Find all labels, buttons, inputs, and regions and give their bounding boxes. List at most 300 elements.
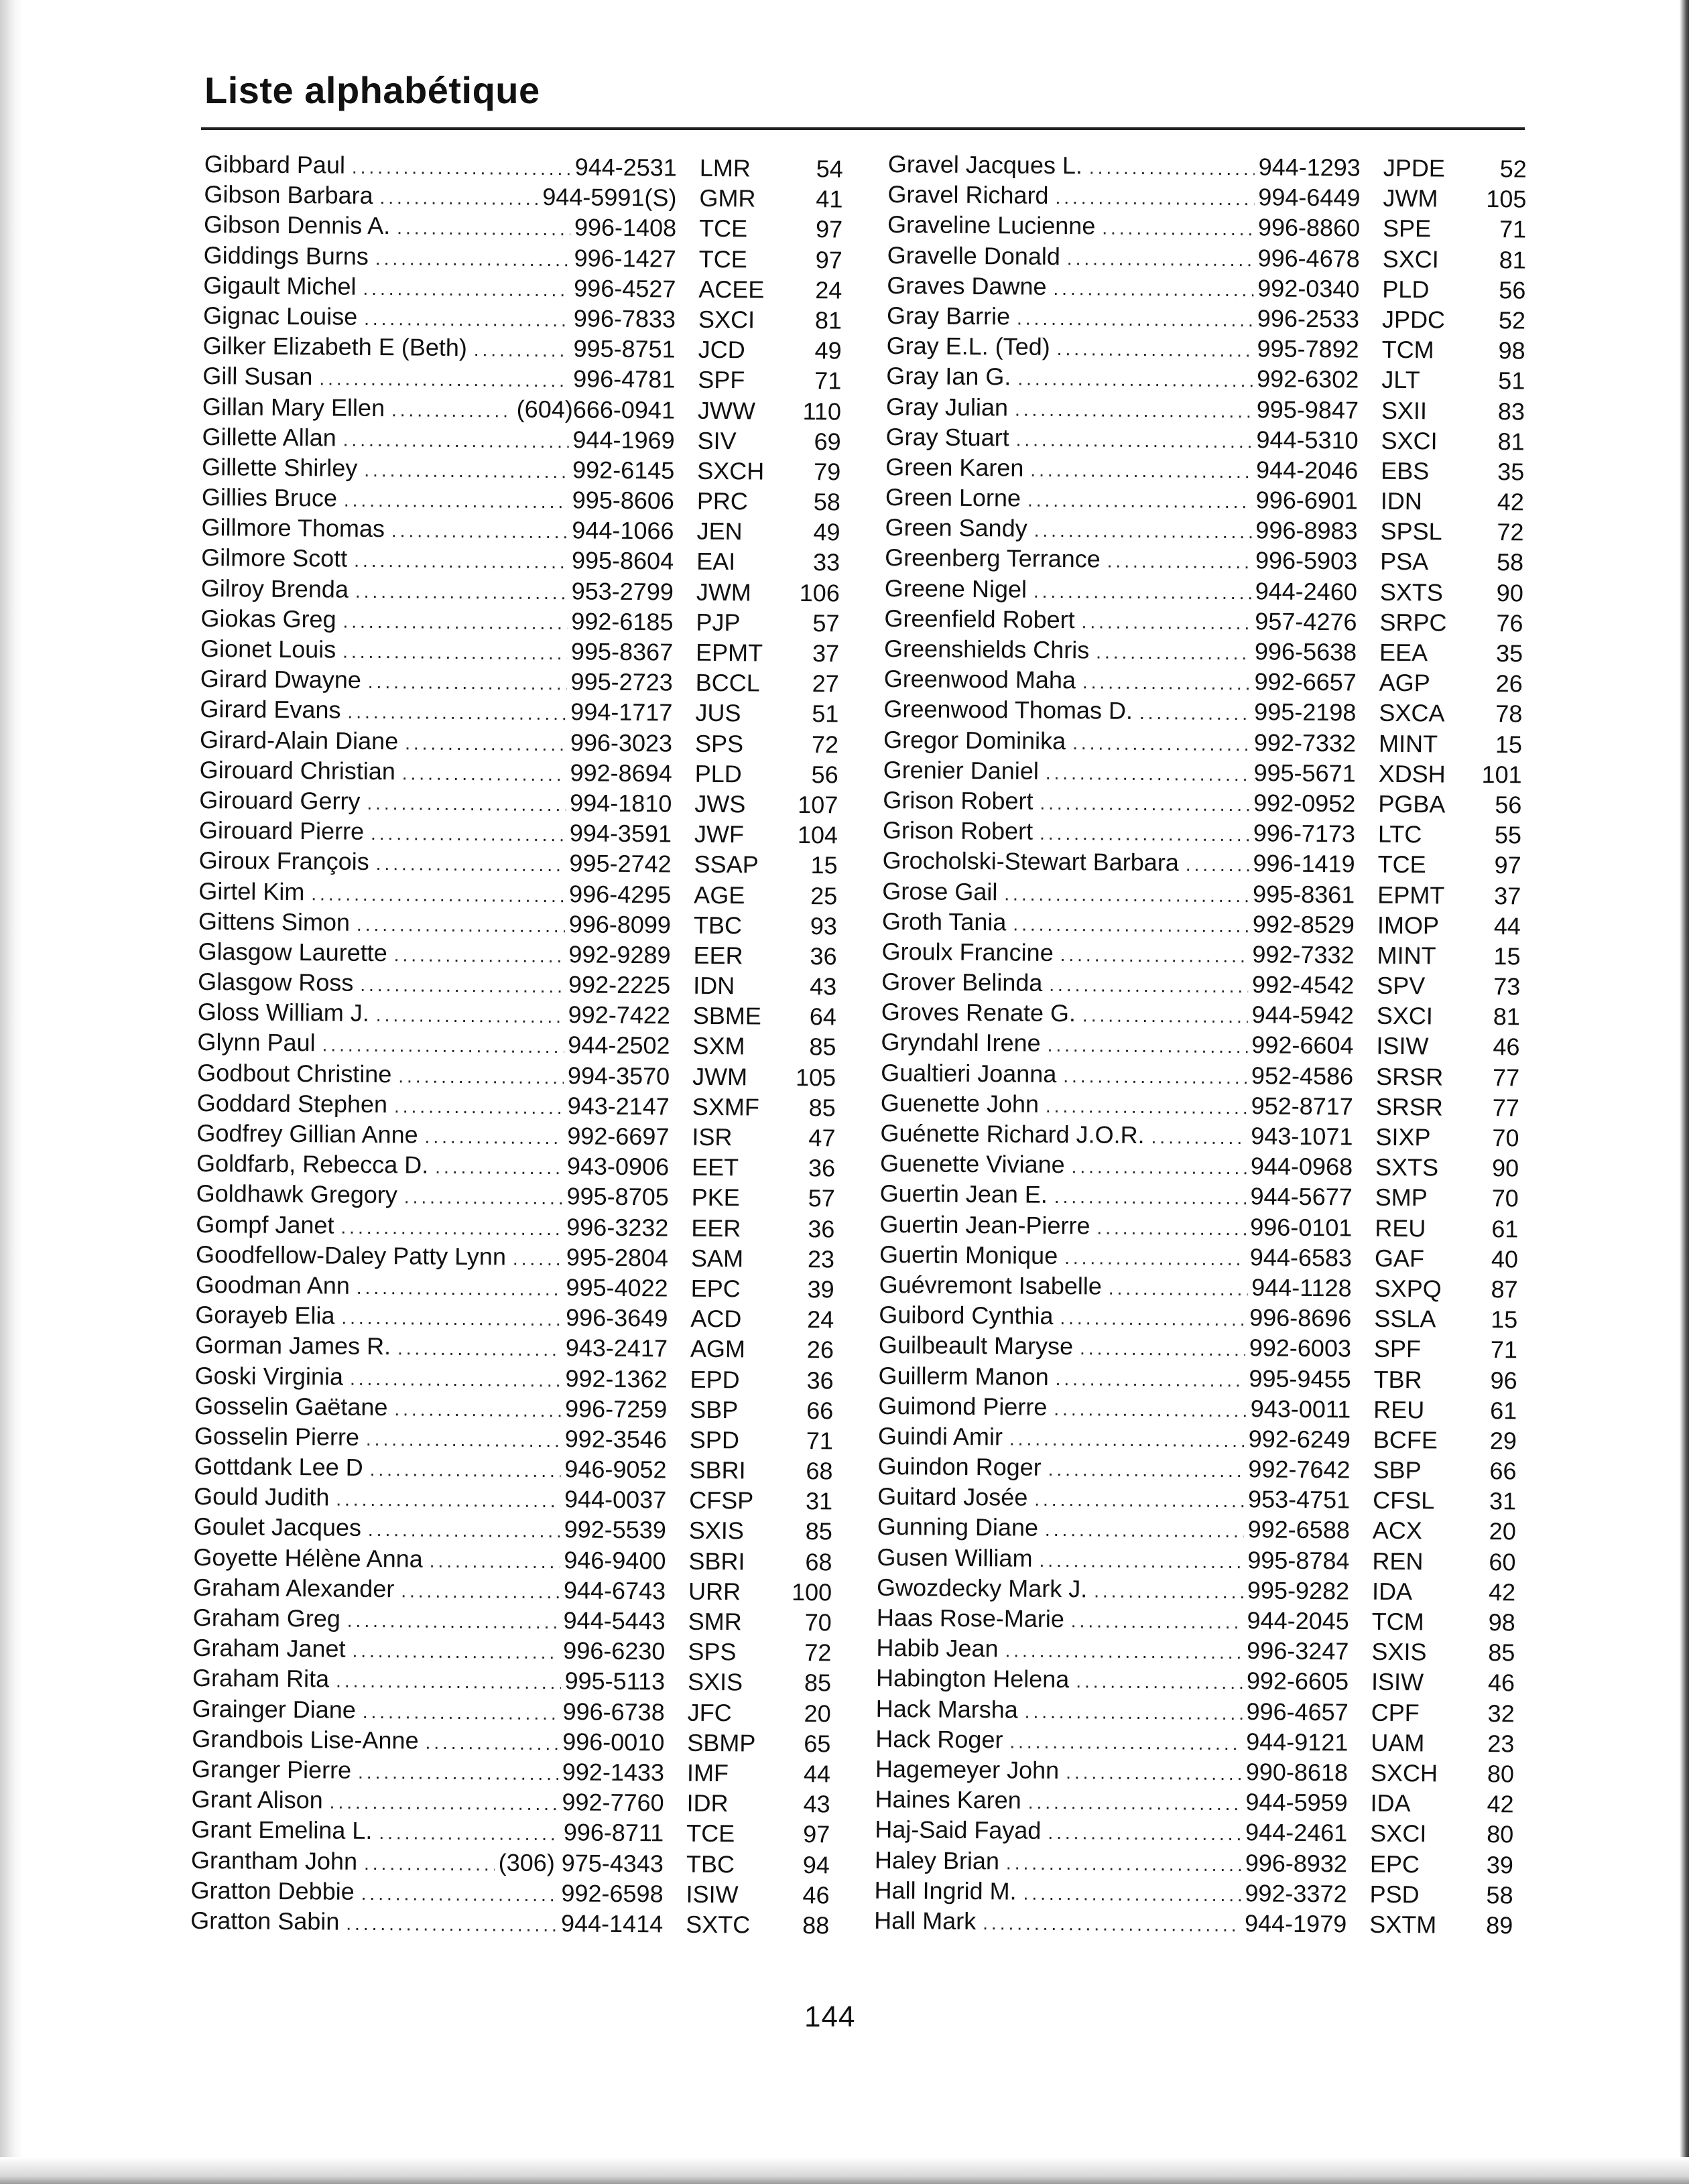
directory-entry [879, 1299, 1549, 1335]
directory-entry [881, 1088, 1551, 1123]
dot-leader [347, 697, 566, 729]
entry-code: TBC [686, 1850, 735, 1878]
directory-entry [204, 179, 874, 214]
dot-leader [1054, 1181, 1247, 1213]
directory-entry [884, 633, 1554, 669]
entry-phone: 995-8361 [1252, 879, 1355, 909]
entry-page-ref: 54 [816, 155, 843, 183]
entry-phone: (306) 975-4343 [498, 1848, 664, 1877]
entry-name: Gravel Richard [887, 180, 1049, 210]
entry-code: SSLA [1374, 1304, 1436, 1333]
entry-code: TCM [1381, 335, 1434, 364]
entry-phone: 994-3591 [569, 819, 672, 848]
entry-name: Gravel Jacques L. [887, 149, 1083, 180]
entry-code: JWF [694, 820, 745, 848]
entry-phone: 944-5991(S) [542, 183, 677, 212]
entry-phone: 992-0952 [1253, 789, 1356, 818]
dot-leader [1034, 1484, 1244, 1516]
entry-page-ref: 39 [807, 1275, 834, 1303]
entry-name: Grover Belinda [881, 968, 1043, 997]
directory-entry [879, 1209, 1550, 1244]
dot-leader [340, 1212, 562, 1244]
entry-name: Guenette John [880, 1088, 1040, 1118]
directory-entry [887, 179, 1558, 214]
entry-phone: 944-1293 [1258, 153, 1361, 182]
directory-entry [193, 1602, 863, 1638]
entry-code: SXCH [697, 456, 765, 485]
entry-name: Habib Jean [876, 1634, 999, 1663]
entry-page-ref: 71 [1490, 1336, 1518, 1364]
entry-phone: 995-8606 [572, 486, 675, 515]
dot-leader [1004, 879, 1249, 911]
entry-name: Guindi Amir [877, 1421, 1003, 1451]
page-heading: Liste alphabétique [204, 69, 540, 111]
entry-name: Gompf Janet [196, 1210, 334, 1239]
dot-leader [394, 1394, 561, 1425]
entry-page-ref: 77 [1492, 1063, 1520, 1092]
dot-leader [343, 424, 569, 456]
entry-phone: 996-1427 [574, 243, 676, 273]
entry-name: Gillette Allan [202, 422, 336, 452]
entry-page-ref: 88 [802, 1911, 830, 1939]
dot-leader [364, 455, 568, 487]
entry-code: EAI [696, 548, 736, 576]
entry-phone: 996-3247 [1247, 1636, 1349, 1665]
entry-page-ref: 90 [1491, 1154, 1519, 1182]
dot-leader [355, 576, 568, 607]
entry-phone: 995-9847 [1256, 395, 1359, 424]
entry-phone: 953-2799 [571, 576, 674, 606]
entry-phone: 944-0037 [564, 1485, 667, 1514]
dot-leader [401, 1576, 560, 1607]
entry-name: Haj-Said Fayad [875, 1815, 1042, 1845]
entry-phone: 996-3232 [566, 1212, 669, 1242]
entry-phone: 996-8860 [1257, 213, 1361, 242]
entry-code: EET [691, 1153, 739, 1181]
entry-phone: 992-6302 [1257, 365, 1359, 393]
directory-entry [197, 1088, 867, 1123]
entry-name: Gray Barrie [886, 301, 1011, 330]
entry-phone: 944-0968 [1250, 1152, 1353, 1181]
directory-entry [202, 452, 872, 487]
entry-name: Gottdank Lee D [194, 1452, 363, 1481]
entry-name: Haines Karen [875, 1785, 1021, 1814]
entry-name: Guilbeault Maryse [878, 1331, 1074, 1360]
entry-page-ref: 26 [1495, 669, 1523, 698]
directory-entry [879, 1239, 1550, 1275]
dot-leader [379, 1817, 560, 1849]
entry-page-ref: 105 [1486, 185, 1527, 213]
directory-entry [202, 482, 872, 517]
dot-leader [1049, 970, 1248, 1001]
entry-name: Glynn Paul [197, 1028, 316, 1057]
entry-name: Girouard Pierre [198, 816, 365, 846]
entry-page-ref: 56 [811, 760, 838, 789]
entry-phone: 944-6743 [563, 1576, 666, 1605]
dot-leader [1053, 273, 1253, 305]
directory-entry [195, 1330, 865, 1365]
directory-entry [885, 512, 1555, 548]
entry-phone: 992-6598 [561, 1878, 664, 1908]
entry-code: EPC [690, 1274, 741, 1303]
directory-entry [886, 361, 1556, 396]
entry-page-ref: 25 [810, 881, 838, 909]
entry-phone: 992-8694 [570, 759, 672, 787]
entry-page-ref: 66 [1489, 1457, 1517, 1485]
directory-entry [196, 1148, 867, 1183]
directory-entry [884, 603, 1554, 639]
entry-code: SXCI [1381, 426, 1438, 455]
entry-phone: 992-1433 [562, 1758, 665, 1787]
dot-leader [357, 1273, 562, 1304]
entry-name: Grantham John [190, 1846, 358, 1875]
entry-phone: 943-1071 [1251, 1122, 1353, 1151]
dot-leader [357, 909, 565, 941]
directory-entry [191, 1814, 861, 1850]
entry-phone: 944-6583 [1249, 1243, 1353, 1272]
entry-code: EPMT [1377, 881, 1445, 909]
entry-phone: 990-8618 [1245, 1758, 1349, 1787]
dot-leader [352, 1636, 559, 1667]
entry-code: JPDC [1381, 305, 1446, 334]
entry-page-ref: 78 [1495, 700, 1523, 728]
directory-entry [874, 1905, 1544, 1941]
entry-name: Gosselin Gaëtane [194, 1391, 388, 1421]
entry-code: IDN [1380, 487, 1423, 515]
entry-code: PLD [694, 759, 742, 788]
dot-leader [376, 1000, 564, 1031]
entry-page-ref: 47 [808, 1124, 836, 1152]
directory-entry [196, 1118, 867, 1153]
entry-name: Gillette Shirley [202, 452, 358, 482]
entry-phone: 992-6657 [1254, 667, 1357, 696]
directory-entry [196, 1209, 866, 1244]
dot-leader [1066, 1757, 1242, 1789]
entry-name: Gill Susan [202, 362, 313, 391]
entry-name: Girard Dwayne [200, 665, 362, 694]
dot-leader [1048, 1454, 1245, 1486]
directory-entry [874, 1875, 1544, 1911]
entry-phone: 992-8529 [1252, 909, 1355, 939]
entry-phone: 992-6249 [1248, 1425, 1351, 1454]
entry-name: Gray Stuart [885, 422, 1009, 452]
entry-name: Goski Virginia [194, 1361, 344, 1391]
directory-entry [193, 1542, 863, 1578]
dot-leader [1057, 334, 1253, 365]
entry-code: SXPQ [1374, 1274, 1442, 1303]
directory-entry [201, 542, 871, 578]
dot-leader [1045, 1515, 1244, 1546]
directory-entry [190, 1875, 861, 1911]
directory-entry [196, 1269, 866, 1305]
dot-leader [1054, 1394, 1247, 1425]
dot-leader [394, 940, 565, 971]
entry-code: ISR [692, 1122, 733, 1151]
entry-name: Hall Ingrid M. [874, 1876, 1017, 1905]
entry-page-ref: 66 [806, 1396, 834, 1425]
entry-page-ref: 52 [1499, 155, 1527, 183]
directory-entry [878, 1391, 1548, 1426]
entry-page-ref: 80 [1487, 1760, 1515, 1788]
entry-page-ref: 57 [808, 1184, 835, 1212]
entry-code: UAM [1371, 1728, 1425, 1757]
entry-page-ref: 76 [1496, 608, 1523, 637]
entry-phone: 992-7760 [562, 1788, 664, 1817]
dot-leader [1015, 424, 1252, 456]
entry-page-ref: 46 [802, 1880, 830, 1909]
entry-code: ACEE [698, 275, 765, 304]
dot-leader [319, 364, 569, 396]
entry-code: TBR [1373, 1365, 1422, 1393]
dot-leader [1089, 152, 1255, 184]
entry-page-ref: 101 [1481, 760, 1522, 789]
entry-page-ref: 36 [806, 1366, 834, 1394]
entry-code: SPE [1382, 214, 1432, 243]
entry-name: Grose Gail [882, 877, 998, 905]
entry-name: Graham Janet [192, 1634, 346, 1663]
directory-entry [192, 1663, 863, 1698]
entry-phone: 992-3546 [564, 1425, 668, 1454]
entry-code: PRC [696, 487, 749, 515]
entry-code: PKE [691, 1183, 740, 1212]
entry-name: Graveline Lucienne [887, 210, 1096, 240]
directory-entry [200, 724, 870, 760]
entry-phone: 995-2742 [569, 849, 672, 878]
entry-name: Gillan Mary Ellen [202, 392, 385, 422]
directory-entry [880, 1118, 1550, 1153]
entry-code: EPC [1369, 1850, 1420, 1878]
dot-leader [1107, 546, 1252, 578]
directory-entry [194, 1391, 865, 1426]
entry-name: Goulet Jacques [193, 1513, 362, 1542]
dot-leader [342, 637, 567, 669]
dot-leader [1109, 1273, 1248, 1305]
entry-code: SXTC [686, 1910, 751, 1939]
directory-entry [194, 1360, 865, 1395]
entry-name: Gittens Simon [198, 907, 351, 936]
entry-name: Gillmore Thomas [201, 513, 385, 543]
entry-code: TCE [698, 214, 748, 243]
entry-code: TCM [1371, 1607, 1424, 1636]
entry-name: Green Sandy [885, 513, 1027, 542]
entry-code: SXMF [692, 1092, 759, 1121]
entry-code: SBP [1373, 1456, 1422, 1484]
directory-entry [881, 1027, 1551, 1062]
directory-column-right [874, 149, 1558, 1941]
entry-phone: 992-6588 [1247, 1515, 1350, 1544]
entry-page-ref: 71 [806, 1426, 834, 1455]
entry-code: ACD [690, 1304, 742, 1333]
entry-name: Guimond Pierre [878, 1391, 1048, 1421]
entry-code: ACX [1372, 1517, 1423, 1545]
dot-leader [371, 818, 566, 850]
entry-code: SXCA [1379, 699, 1445, 727]
entry-page-ref: 83 [1497, 397, 1525, 425]
entry-phone: 953-4751 [1247, 1485, 1351, 1514]
entry-phone: 996-4781 [573, 365, 676, 393]
directory-entry [885, 573, 1555, 608]
directory-entry [190, 1905, 861, 1941]
entry-page-ref: 49 [814, 336, 842, 365]
entry-page-ref: 41 [816, 185, 843, 213]
entry-name: Goodfellow-Daley Patty Lynn [195, 1240, 507, 1271]
entry-code: SMR [688, 1607, 742, 1636]
dot-leader [1015, 394, 1253, 426]
entry-phone: 992-6605 [1246, 1667, 1349, 1695]
entry-code: IMOP [1377, 911, 1440, 940]
entry-phone: 943-0011 [1250, 1394, 1351, 1423]
entry-phone: 944-1066 [572, 516, 674, 545]
entry-page-ref: 85 [804, 1669, 832, 1697]
entry-phone: 944-1979 [1244, 1909, 1347, 1938]
entry-name: Graves Dawne [887, 271, 1047, 300]
entry-name: Groulx Francine [881, 937, 1054, 966]
entry-code: EEA [1379, 638, 1428, 667]
entry-page-ref: 55 [1494, 821, 1522, 849]
entry-name: Goldhawk Gregory [196, 1179, 398, 1209]
entry-page-ref: 73 [1493, 972, 1521, 1001]
dot-leader [330, 1787, 558, 1819]
entry-phone: 944-2460 [1255, 576, 1357, 606]
entry-page-ref: 85 [808, 1093, 836, 1122]
entry-page-ref: 81 [1497, 427, 1525, 456]
entry-phone: 996-3649 [566, 1303, 668, 1332]
entry-page-ref: 61 [1490, 1396, 1517, 1425]
entry-name: Gigault Michel [203, 271, 357, 300]
entry-name: Granger Pierre [191, 1754, 352, 1784]
entry-code: SXTM [1369, 1910, 1437, 1939]
entry-phone: 944-5310 [1256, 426, 1359, 454]
entry-phone: 992-7422 [568, 1001, 671, 1029]
entry-phone: 992-6697 [567, 1122, 670, 1151]
entry-phone: 995-5671 [1253, 759, 1356, 787]
entry-phone: 996-4527 [574, 274, 676, 303]
dot-leader [1017, 303, 1253, 335]
entry-phone: 992-6003 [1249, 1334, 1352, 1362]
entry-page-ref: 44 [803, 1760, 831, 1788]
entry-page-ref: 81 [1493, 1003, 1521, 1031]
entry-code: EER [693, 941, 743, 970]
dot-leader [364, 304, 570, 335]
dot-leader [1071, 1151, 1247, 1183]
entry-page-ref: 46 [1493, 1033, 1520, 1061]
directory-entry [203, 270, 873, 306]
entry-name: Guitard Josée [877, 1482, 1028, 1511]
entry-page-ref: 37 [812, 639, 840, 667]
entry-page-ref: 35 [1495, 639, 1523, 667]
entry-name: Grainger Diane [192, 1694, 357, 1724]
entry-code: JUS [695, 699, 741, 727]
directory-entry [887, 270, 1557, 306]
entry-code: SRSR [1375, 1062, 1444, 1091]
entry-code: CFSP [689, 1486, 754, 1515]
directory-entry [200, 755, 870, 790]
entry-page-ref: 15 [1491, 1305, 1518, 1334]
entry-name: Gratton Debbie [190, 1876, 355, 1905]
entry-code: TCE [1377, 850, 1426, 879]
entry-name: Girouard Christian [199, 755, 396, 785]
entry-page-ref: 23 [807, 1244, 835, 1273]
entry-name: Gloss William J. [197, 998, 370, 1027]
scanned-right-border [1669, 0, 1689, 2184]
directory-entry [881, 966, 1552, 1002]
entry-phone: 995-9455 [1249, 1364, 1351, 1393]
entry-name: Goodman Ann [195, 1270, 351, 1299]
entry-page-ref: 68 [805, 1547, 832, 1576]
entry-phone: 992-6145 [572, 456, 675, 485]
dot-leader [1080, 1334, 1245, 1365]
entry-phone: 944-5443 [563, 1606, 666, 1635]
entry-code: EBS [1381, 456, 1430, 485]
entry-name: Gillies Bruce [201, 483, 338, 512]
dot-leader [1017, 364, 1253, 396]
entry-phone: 943-0906 [566, 1152, 670, 1181]
entry-phone: 944-1128 [1251, 1273, 1352, 1302]
entry-code: PJP [696, 608, 741, 637]
entry-page-ref: 70 [1492, 1124, 1519, 1152]
directory-entry [202, 361, 873, 396]
directory-entry [198, 936, 868, 972]
entry-phone: 995-4022 [566, 1273, 668, 1302]
entry-name: Haas Rose-Marie [876, 1603, 1065, 1633]
directory-entry [203, 300, 873, 336]
dot-leader [347, 1606, 560, 1637]
entry-name: Gunning Diane [877, 1513, 1039, 1542]
entry-phone: 996-5638 [1254, 637, 1357, 666]
entry-page-ref: 69 [814, 427, 841, 456]
entry-phone: 992-9289 [568, 940, 671, 969]
entry-page-ref: 56 [1495, 791, 1522, 819]
directory-entry [197, 1057, 867, 1093]
entry-code: TCE [698, 245, 747, 273]
dot-leader [1040, 818, 1249, 850]
name-phone-group [874, 1905, 1347, 1941]
directory-column-left [190, 149, 875, 1941]
entry-name: Girtel Kim [198, 877, 305, 905]
entry-phone: 944-1969 [572, 426, 675, 454]
directory-entry [876, 1693, 1546, 1728]
scanned-bottom-edge [0, 2157, 1689, 2184]
entry-name: Gray E.L. (Ted) [886, 332, 1050, 361]
dot-leader [1028, 1787, 1242, 1819]
dot-leader [391, 515, 568, 547]
directory-entry [885, 422, 1556, 457]
dot-leader [370, 1454, 561, 1486]
name-phone-group [190, 1905, 663, 1941]
entry-code: IDN [693, 971, 735, 1000]
dot-leader [1063, 1061, 1247, 1092]
entry-code: XDSH [1378, 759, 1446, 788]
entry-phone: 994-3570 [567, 1061, 670, 1090]
entry-code: SXIS [688, 1517, 745, 1545]
entry-code: JLT [1381, 366, 1420, 394]
entry-code: GAF [1374, 1244, 1425, 1273]
dot-leader [1072, 728, 1250, 759]
dot-leader [379, 182, 538, 214]
directory-entry [201, 573, 871, 608]
entry-phone: 995-8784 [1247, 1545, 1350, 1575]
entry-code: PSD [1369, 1880, 1420, 1908]
entry-name: Goddard Stephen [196, 1088, 388, 1118]
dot-leader [1060, 1303, 1245, 1334]
entry-name: Greenshields Chris [883, 634, 1090, 664]
entry-phone: 996-6230 [563, 1636, 666, 1665]
entry-phone: 994-1810 [570, 789, 672, 818]
directory-entry [883, 785, 1553, 820]
entry-phone: 995-2723 [570, 667, 673, 696]
entry-name: Goldfarb, Rebecca D. [196, 1149, 429, 1179]
dot-leader [1009, 1726, 1242, 1758]
